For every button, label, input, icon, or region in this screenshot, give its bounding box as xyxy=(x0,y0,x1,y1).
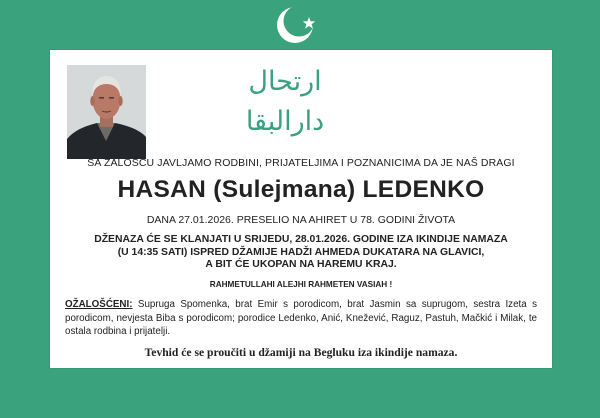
obituary-card xyxy=(50,50,552,368)
funeral-details xyxy=(50,234,552,272)
prayer-text: RAHMETULLAHI ALEJHI RAHMETEN VASIAH ! xyxy=(209,280,393,289)
mourners-paragraph xyxy=(65,298,537,339)
crescent-star-icon xyxy=(275,2,325,48)
death-date-text: DANA 27.01.2026. PRESELIO NA AHIRET U 78. GODINI ŽIVOTA xyxy=(146,214,456,226)
funeral-line: DŽENAZA ĆE SE KLANJATI U SRIJEDU, 28.01.2026. GODINE IZA IKINDIJE NAMAZA xyxy=(94,234,508,245)
arabic-heading: ارتحال دارالبقا xyxy=(245,66,325,137)
funeral-line: A BIT ĆE UKOPAN NA HAREMU KRAJ. xyxy=(205,259,397,271)
portrait-photo xyxy=(67,65,146,159)
funeral-line: (U 14:35 SATI) ISPRED DŽAMIJE HADŽI AHMEDA DUKATARA NA GLAVICI, xyxy=(117,246,485,258)
mourners-label: OŽALOŠĆENI: xyxy=(65,299,133,310)
deceased-name: HASAN (Sulejmana) LEDENKO xyxy=(117,176,485,203)
mourners-list: Supruga Spomenka, brat Emir s porodicom, brat Jasmin sa suprugom, sestra Izeta s porodicom, nevjesta Biba s porodicom; porodice Ledenko, Anić, Knežević, Raguz, Pastuh, Mačkić i Milak, te ostala rodbina i prijatelji. xyxy=(65,299,537,338)
tevhid-text: Tevhid će se proučiti u džamiji na Begluku iza ikindije namaza. xyxy=(144,346,458,359)
intro-text: SA ŽALOŠĆU JAVLJAMO RODBINI, PRIJATELJIMA I POZNANICIMA DA JE NAŠ DRAGI xyxy=(87,157,515,169)
